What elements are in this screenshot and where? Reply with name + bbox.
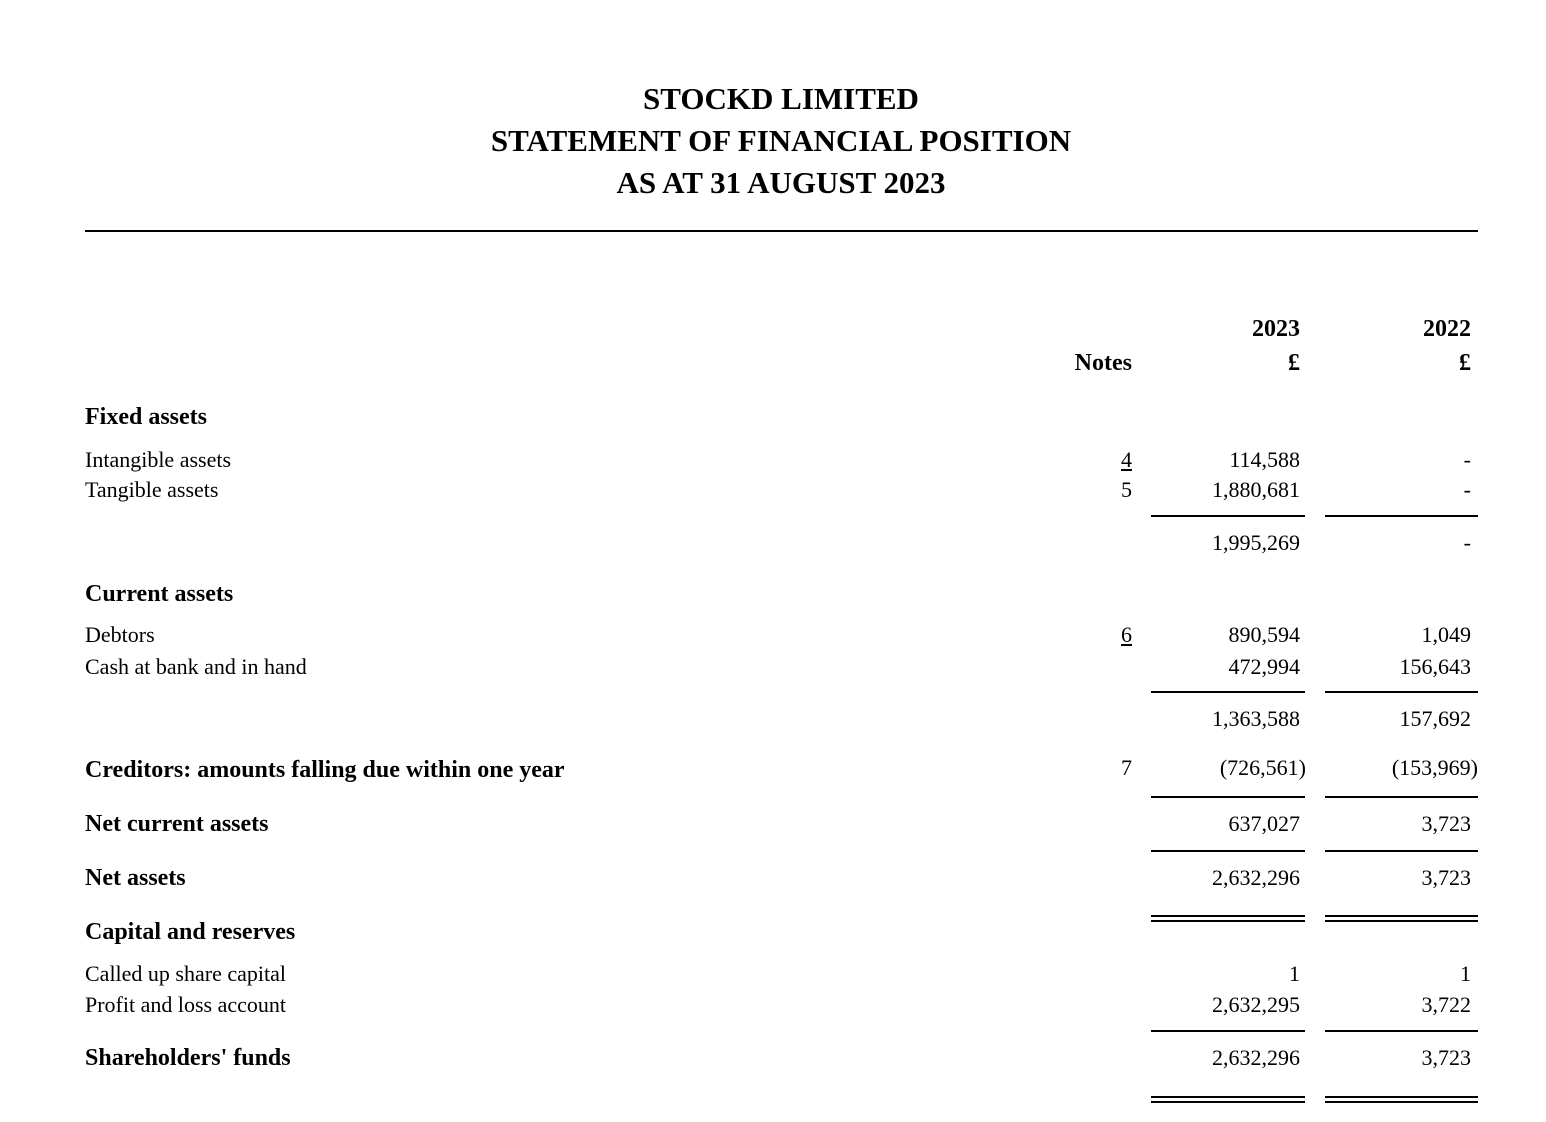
shareholders-funds-label: Shareholders' funds bbox=[85, 1045, 291, 1071]
column-currency-2023: £ bbox=[1288, 350, 1300, 376]
subtotal-rule-2022 bbox=[1325, 850, 1478, 852]
subtotal-rule-2022 bbox=[1325, 691, 1478, 693]
creditors-label: Creditors: amounts falling due within one year bbox=[85, 757, 565, 783]
intangible-assets-note[interactable]: 4 bbox=[1121, 447, 1132, 472]
creditors-note: 7 bbox=[1121, 755, 1132, 780]
header-divider bbox=[85, 230, 1478, 232]
total-double-rule-2023 bbox=[1151, 1096, 1305, 1103]
column-year-2023: 2023 bbox=[1252, 316, 1300, 342]
fixed-assets-heading: Fixed assets bbox=[85, 404, 207, 430]
statement-title: STATEMENT OF FINANCIAL POSITION bbox=[490, 123, 1072, 158]
subtotal-rule-2022 bbox=[1325, 1030, 1478, 1032]
creditors-2023: (726,561) bbox=[1219, 755, 1306, 780]
fixed-assets-total-2022: - bbox=[1463, 530, 1471, 555]
debtors-2023: 890,594 bbox=[1228, 622, 1300, 647]
intangible-assets-label: Intangible assets bbox=[85, 447, 232, 472]
fixed-assets-total-2023: 1,995,269 bbox=[1212, 530, 1300, 555]
column-year-2022: 2022 bbox=[1423, 316, 1471, 342]
subtotal-rule-2023 bbox=[1151, 515, 1305, 517]
subtotal-rule-2023 bbox=[1151, 691, 1305, 693]
subtotal-rule-2023 bbox=[1151, 796, 1305, 798]
subtotal-rule-2023 bbox=[1151, 850, 1305, 852]
company-name: STOCKD LIMITED bbox=[643, 81, 919, 116]
document-header bbox=[0, 78, 1546, 204]
cash-2023: 472,994 bbox=[1228, 654, 1300, 679]
total-double-rule-2022 bbox=[1325, 1096, 1478, 1103]
column-currency-2022: £ bbox=[1459, 350, 1471, 376]
intangible-assets-2022: - bbox=[1463, 447, 1471, 472]
share-capital-2023: 1 bbox=[1289, 961, 1300, 986]
net-assets-2023: 2,632,296 bbox=[1212, 865, 1300, 890]
statement-date: AS AT 31 AUGUST 2023 bbox=[616, 165, 946, 200]
cash-label: Cash at bank and in hand bbox=[85, 654, 307, 679]
tangible-assets-2023: 1,880,681 bbox=[1212, 477, 1300, 502]
profit-loss-label: Profit and loss account bbox=[85, 992, 287, 1017]
tangible-assets-note: 5 bbox=[1121, 477, 1132, 502]
shareholders-funds-2023: 2,632,296 bbox=[1212, 1045, 1300, 1070]
subtotal-rule-2022 bbox=[1325, 796, 1478, 798]
total-double-rule-2022 bbox=[1325, 915, 1478, 922]
capital-reserves-heading: Capital and reserves bbox=[85, 919, 296, 945]
subtotal-rule-2022 bbox=[1325, 515, 1478, 517]
current-assets-total-2022: 157,692 bbox=[1399, 706, 1471, 731]
current-assets-total-2023: 1,363,588 bbox=[1212, 706, 1300, 731]
debtors-label: Debtors bbox=[85, 622, 155, 647]
subtotal-rule-2023 bbox=[1151, 1030, 1305, 1032]
tangible-assets-2022: - bbox=[1463, 477, 1471, 502]
total-double-rule-2023 bbox=[1151, 915, 1305, 922]
creditors-2022: (153,969) bbox=[1391, 755, 1478, 780]
debtors-note[interactable]: 6 bbox=[1121, 622, 1132, 647]
share-capital-label: Called up share capital bbox=[85, 961, 286, 986]
net-current-assets-label: Net current assets bbox=[85, 811, 269, 837]
column-notes: Notes bbox=[1074, 350, 1132, 376]
net-current-assets-2022: 3,723 bbox=[1421, 811, 1471, 836]
debtors-2022: 1,049 bbox=[1421, 622, 1471, 647]
tangible-assets-label: Tangible assets bbox=[85, 477, 219, 502]
intangible-assets-2023: 114,588 bbox=[1229, 447, 1300, 472]
shareholders-funds-2022: 3,723 bbox=[1421, 1045, 1471, 1070]
net-assets-label: Net assets bbox=[85, 865, 186, 891]
net-assets-2022: 3,723 bbox=[1421, 865, 1471, 890]
net-current-assets-2023: 637,027 bbox=[1228, 811, 1300, 836]
cash-2022: 156,643 bbox=[1399, 654, 1471, 679]
profit-loss-2023: 2,632,295 bbox=[1212, 992, 1300, 1017]
share-capital-2022: 1 bbox=[1460, 961, 1471, 986]
current-assets-heading: Current assets bbox=[85, 581, 234, 607]
profit-loss-2022: 3,722 bbox=[1421, 992, 1471, 1017]
